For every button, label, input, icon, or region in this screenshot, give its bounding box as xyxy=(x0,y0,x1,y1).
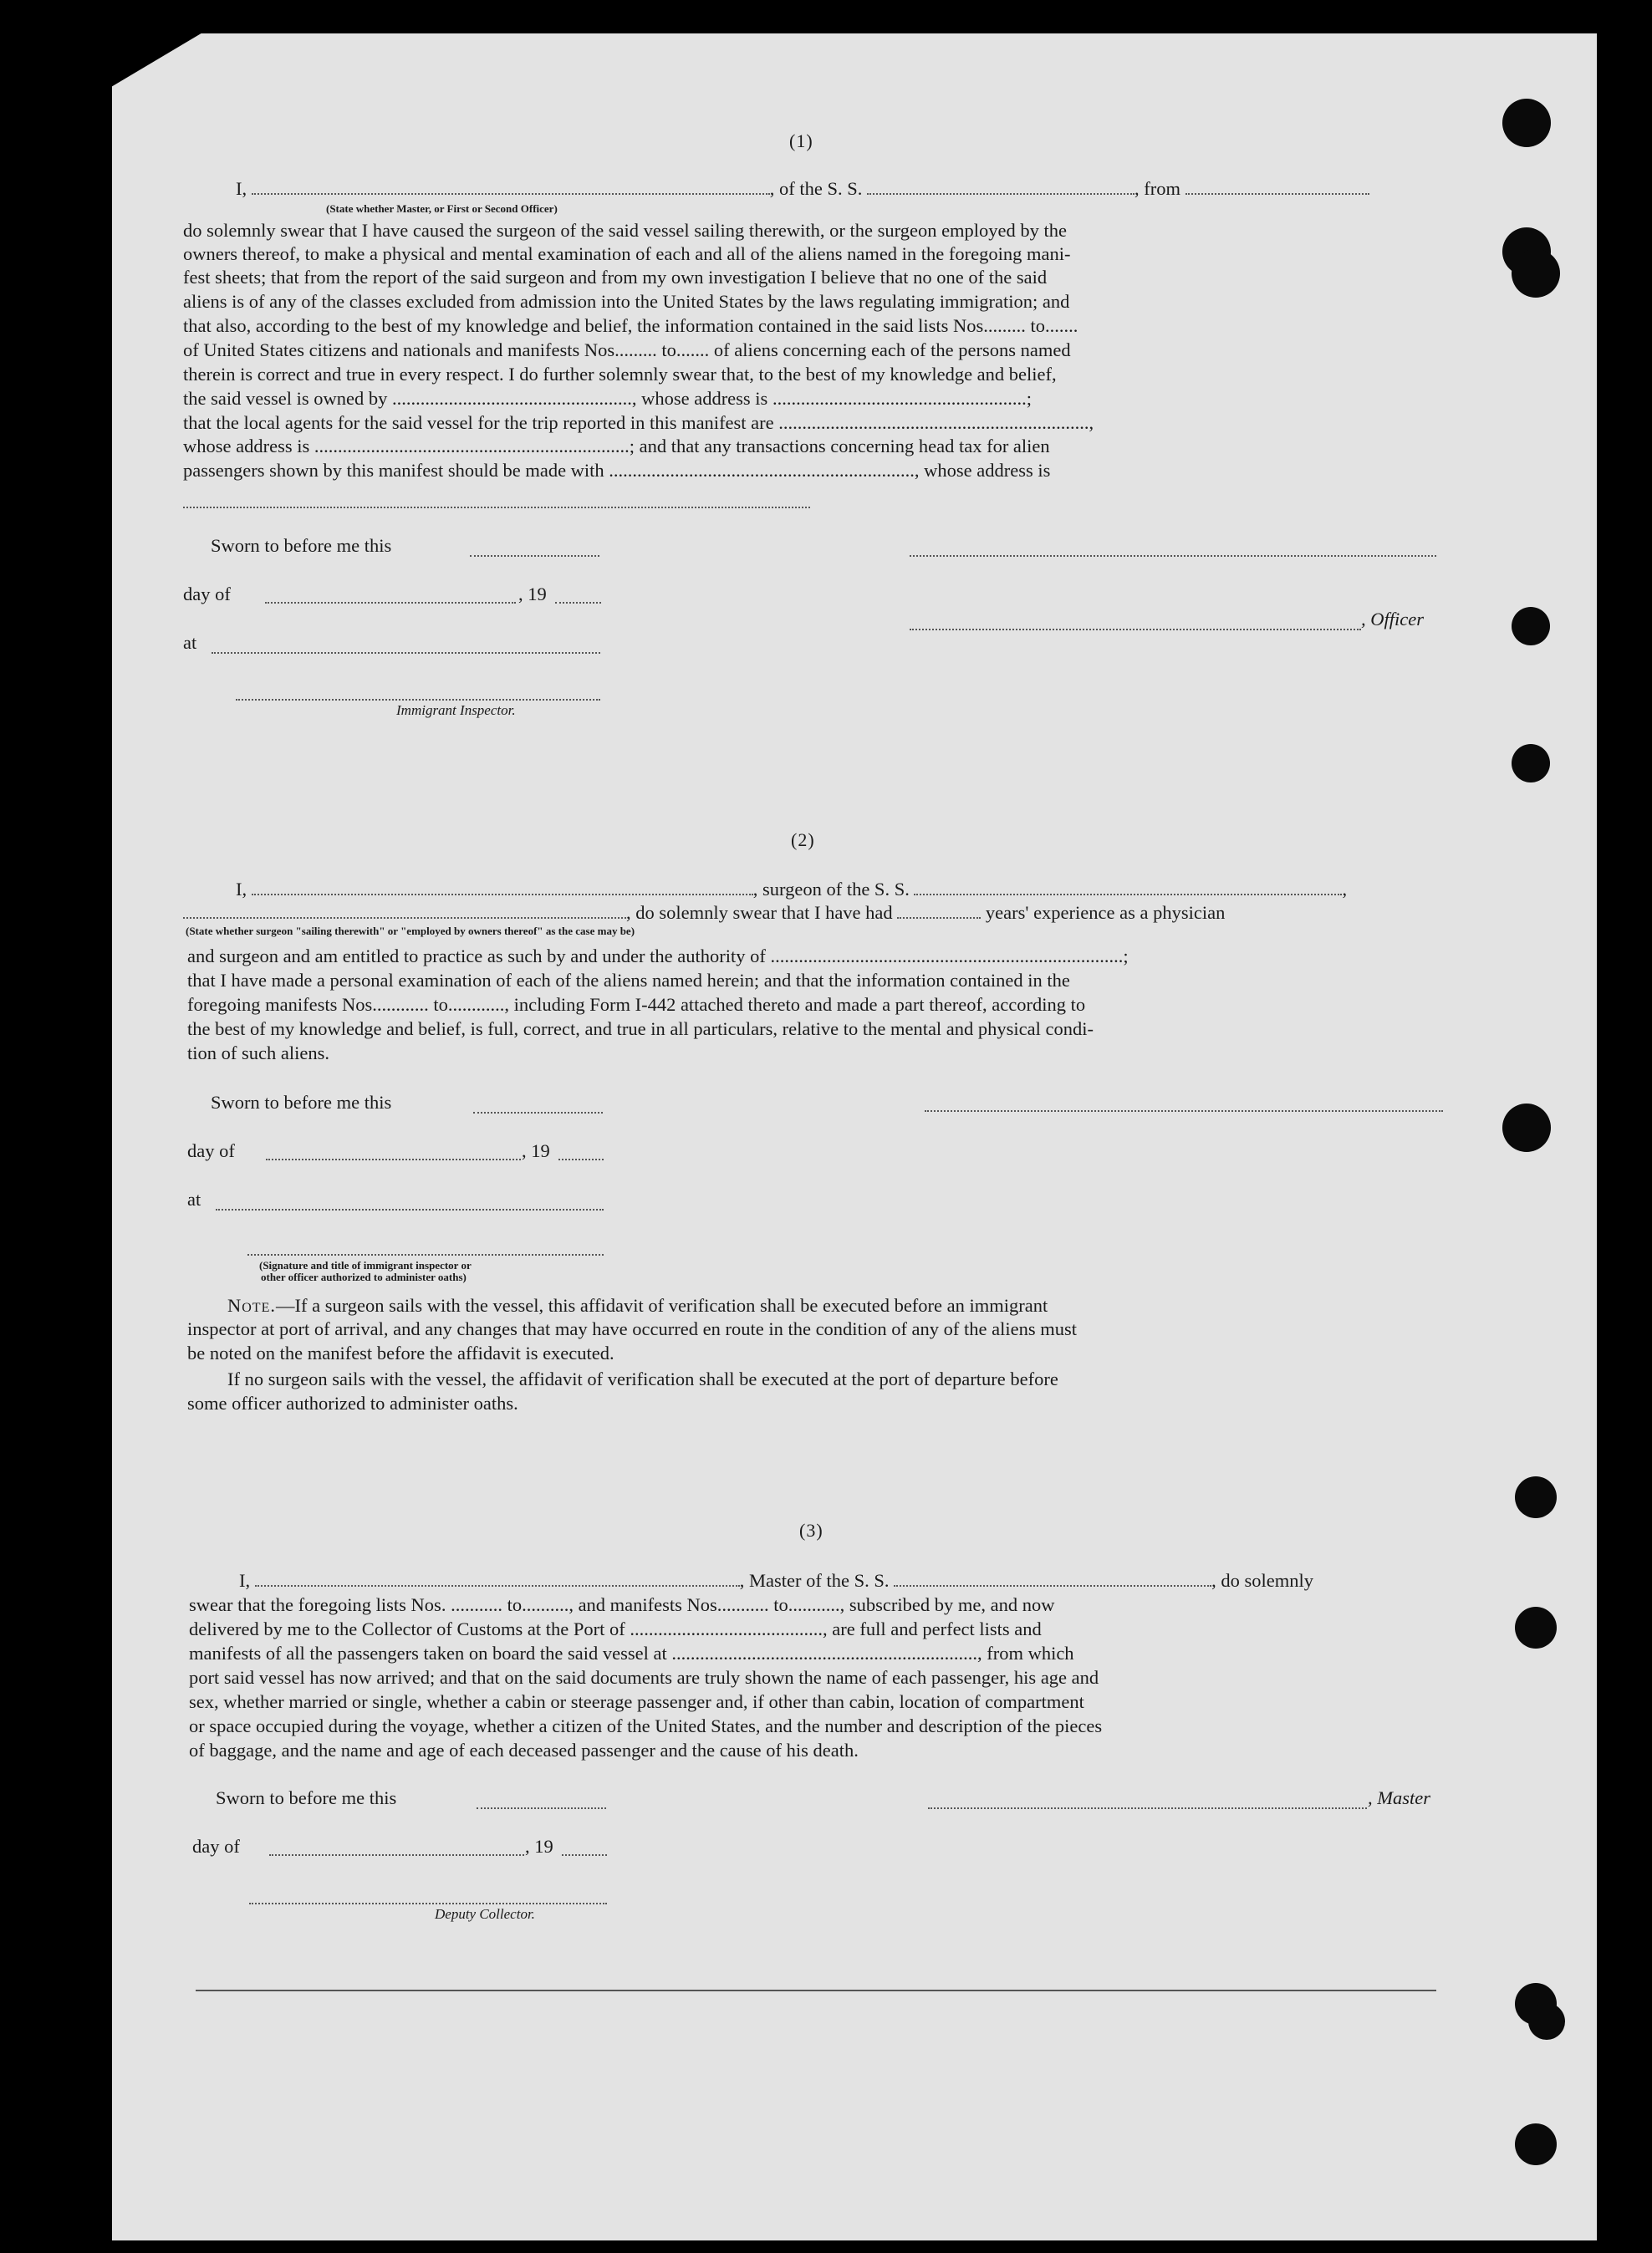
body-line: the said vessel is owned by ..................................................., whose address is ......................................................; xyxy=(183,388,1032,409)
year-field-2[interactable] xyxy=(558,1159,604,1160)
body-line: sex, whether married or single, whether a cabin or steerage passenger and, if other than cabin, location of compartment xyxy=(189,1691,1084,1712)
text: , xyxy=(1342,879,1348,900)
signature-title-field[interactable] xyxy=(247,1254,604,1256)
body-line: port said vessel has now arrived; and that on the said documents are truly shown the name of each passenger, his age and xyxy=(189,1667,1099,1688)
text: I, xyxy=(239,1570,255,1591)
text: years' experience as a physician xyxy=(981,902,1226,923)
text: I, xyxy=(236,879,252,900)
body-line: of baggage, and the name and age of each deceased passenger and the cause of his death. xyxy=(189,1740,859,1761)
at-label-2: at xyxy=(187,1189,201,1210)
deputy-signature-field[interactable] xyxy=(249,1903,607,1904)
text: , do solemnly xyxy=(1211,1570,1313,1591)
text: I, xyxy=(236,178,252,199)
body-line: or space occupied during the voyage, whether a citizen of the United States, and the number and description of the pieces xyxy=(189,1715,1103,1736)
day-month-field-2[interactable] xyxy=(266,1159,521,1160)
from-port-field[interactable] xyxy=(1185,193,1369,195)
day-of-label-3: day of xyxy=(192,1836,240,1857)
signature-caption-line-1: (Signature and title of immigrant inspector or xyxy=(259,1259,472,1272)
day-month-field-3[interactable] xyxy=(269,1854,524,1856)
text: , Master of the S. S. xyxy=(739,1570,895,1591)
section-2-line-2 xyxy=(183,901,1225,925)
binder-hole xyxy=(1502,1104,1551,1152)
body-line: the best of my knowledge and belief, is full, correct, and true in all particulars, relative to the mental and physical condi- xyxy=(187,1018,1094,1039)
officer-signature-field[interactable] xyxy=(910,555,1436,557)
body-line: tion of such aliens. xyxy=(187,1042,329,1063)
section-1-line-1 xyxy=(236,177,1369,201)
sworn-date-field[interactable] xyxy=(470,555,599,557)
section-3-line-1 xyxy=(239,1569,1313,1593)
binder-hole xyxy=(1515,2123,1557,2165)
body-line: that the local agents for the said vessel for the trip reported in this manifest are .................................................................., xyxy=(183,412,1094,433)
vessel-name-field[interactable] xyxy=(867,193,1134,195)
surgeon-status-field[interactable] xyxy=(183,917,626,919)
body-line: and surgeon and am entitled to practice as such by and under the authority of ...........................................................................; xyxy=(187,946,1129,966)
body-line: fest sheets; that from the report of the said surgeon and from my own investigation I believe that no one of the said xyxy=(183,267,1048,288)
body-line: of United States citizens and nationals and manifests Nos......... to....... of aliens concerning each of the persons named xyxy=(183,339,1071,360)
address-field[interactable] xyxy=(183,507,810,508)
year-label-2: , 19 xyxy=(522,1140,550,1161)
surgeon-signature-field[interactable] xyxy=(925,1110,1443,1112)
body-line: therein is correct and true in every respect. I do further solemnly swear that, to the best of my knowledge and belief, xyxy=(183,364,1057,385)
section-1-caption: (State whether Master, or First or Second Officer) xyxy=(326,202,558,215)
body-line: that also, according to the best of my knowledge and belief, the information contained in the said lists Nos......... to....... xyxy=(183,315,1078,336)
binder-hole xyxy=(1515,1607,1557,1649)
bottom-rule xyxy=(196,1990,1436,1991)
signature-caption-line-2: other officer authorized to administer oaths) xyxy=(261,1271,467,1283)
binder-hole xyxy=(1512,744,1550,782)
binder-hole xyxy=(1512,249,1560,298)
body-line: swear that the foregoing lists Nos. ........... to.........., and manifests Nos........... to..........., subscribed by me, and now xyxy=(189,1594,1055,1615)
note-text: —If a surgeon sails with the vessel, this affidavit of verification shall be executed before an immigrant xyxy=(275,1295,1048,1316)
master-signature-field[interactable] xyxy=(928,1807,1367,1809)
day-of-label: day of xyxy=(183,584,231,604)
inspector-signature-field[interactable] xyxy=(236,699,600,701)
body-line: that I have made a personal examination of each of the aliens named herein; and that the information contained in the xyxy=(187,970,1070,991)
at-place-field[interactable] xyxy=(212,652,600,654)
note-line xyxy=(227,1294,1048,1318)
body-line: owners thereof, to make a physical and mental examination of each and all of the aliens named in the foregoing mani- xyxy=(183,243,1071,264)
surgeon-name-field[interactable] xyxy=(252,894,753,895)
note-heading: Note. xyxy=(227,1295,276,1316)
officer-label: , Officer xyxy=(1361,609,1424,630)
binder-hole xyxy=(1515,1476,1557,1518)
sworn-date-field-3[interactable] xyxy=(477,1807,606,1809)
sworn-label: Sworn to before me this xyxy=(211,535,392,556)
section-3-number: (3) xyxy=(799,1520,823,1541)
sworn-label-2: Sworn to before me this xyxy=(211,1092,392,1113)
binder-hole xyxy=(1512,607,1550,645)
year-field[interactable] xyxy=(555,602,601,604)
section-1-number: (1) xyxy=(789,130,813,151)
year-label: , 19 xyxy=(518,584,547,604)
master-name-field[interactable] xyxy=(252,193,770,195)
inspector-label: Immigrant Inspector. xyxy=(396,702,516,718)
officer-name-field[interactable] xyxy=(910,629,1361,630)
text: , of the S. S. xyxy=(769,178,868,199)
note-line: If no surgeon sails with the vessel, the affidavit of verification shall be executed at the port of departure before xyxy=(227,1369,1058,1389)
binder-hole xyxy=(1528,2003,1565,2040)
master-name-field-3[interactable] xyxy=(255,1585,740,1587)
day-of-label-2: day of xyxy=(187,1140,235,1161)
day-month-field[interactable] xyxy=(265,602,516,604)
body-line: aliens is of any of the classes excluded from admission into the United States by the laws regulating immigration; and xyxy=(183,291,1070,312)
note-line: inspector at port of arrival, and any changes that may have occurred en route in the condition of any of the aliens must xyxy=(187,1318,1078,1339)
sworn-date-field-2[interactable] xyxy=(473,1112,603,1114)
body-line: whose address is ...................................................................; and that any transactions concerning head tax for alien xyxy=(183,436,1050,456)
note-line: be noted on the manifest before the affidavit is executed. xyxy=(187,1343,614,1364)
body-line: manifests of all the passengers taken on board the said vessel at ................................................................., from which xyxy=(189,1643,1074,1664)
year-label-3: , 19 xyxy=(525,1836,553,1857)
vessel-name-field-3[interactable] xyxy=(894,1585,1211,1587)
section-2-caption: (State whether surgeon "sailing therewith" or "employed by owners thereof" as the case may be) xyxy=(186,925,635,937)
master-label: , Master xyxy=(1368,1787,1430,1808)
sworn-label-3: Sworn to before me this xyxy=(216,1787,397,1808)
year-field-3[interactable] xyxy=(562,1854,607,1856)
body-line: passengers shown by this manifest should be made with ................................................................., whose address is xyxy=(183,460,1051,481)
body-line: foregoing manifests Nos............ to............, including Form I-442 attached thereto and made a part thereof, according to xyxy=(187,994,1086,1015)
body-line: do solemnly swear that I have caused the surgeon of the said vessel sailing therewith, or the surgeon employed by the xyxy=(183,220,1068,241)
note-line: some officer authorized to administer oaths. xyxy=(187,1393,518,1414)
at-place-field-2[interactable] xyxy=(216,1209,604,1211)
text: , surgeon of the S. S. xyxy=(752,879,915,900)
deputy-label: Deputy Collector. xyxy=(435,1906,535,1922)
text: , from xyxy=(1134,178,1185,199)
binder-hole xyxy=(1502,99,1551,147)
section-2-number: (2) xyxy=(791,829,815,850)
vessel-name-field-2[interactable] xyxy=(914,894,1342,895)
text: , do solemnly swear that I have had xyxy=(626,902,898,923)
section-2-line-1 xyxy=(236,878,1347,901)
body-line: delivered by me to the Collector of Customs at the Port of ........................................., are full and perfect lists and xyxy=(189,1618,1042,1639)
at-label: at xyxy=(183,632,197,653)
years-experience-field[interactable] xyxy=(897,917,981,919)
